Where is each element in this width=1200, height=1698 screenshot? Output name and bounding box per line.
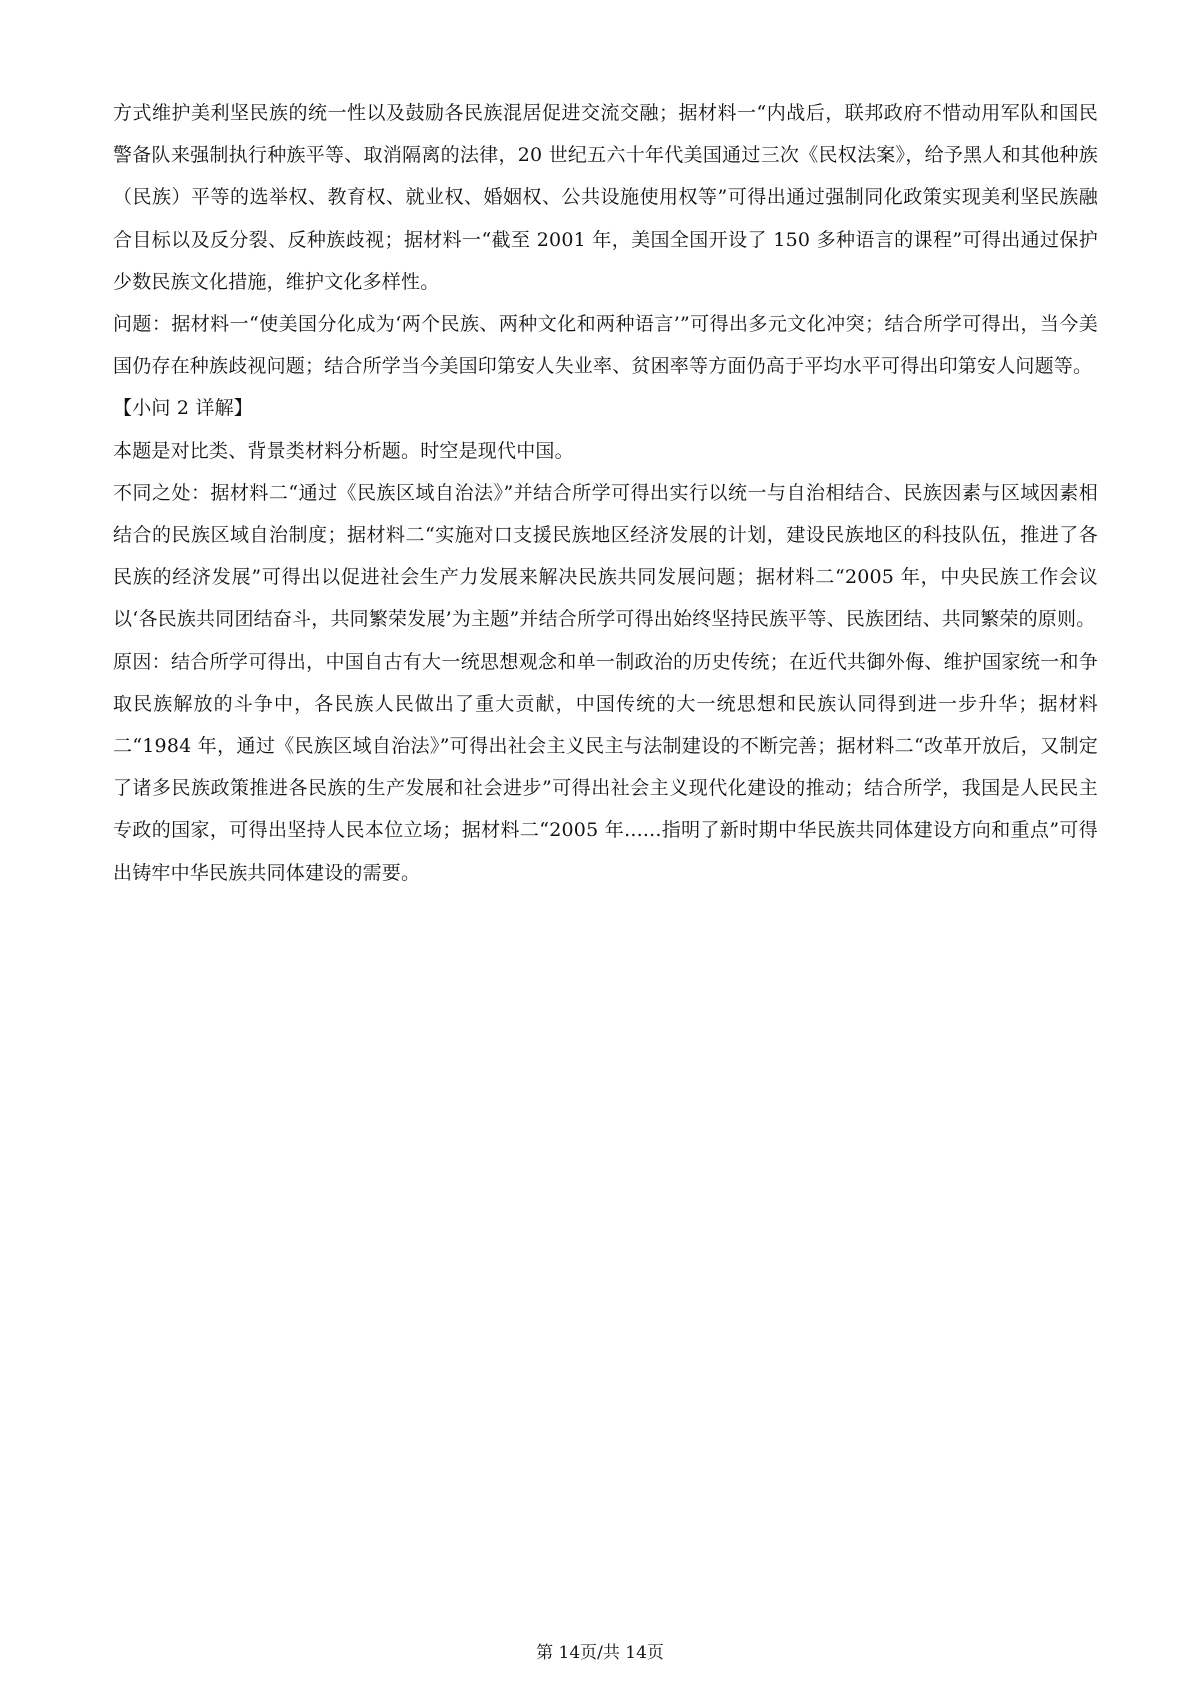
section-heading-q2: 【小问 2 详解】 bbox=[113, 397, 253, 420]
paragraph-differences: 不同之处：据材料二“通过《民族区域自治法》”并结合所学可得出实行以统一与自治相结合、民族因素与区域因素相结合的民族区域自治制度；据材料二“实施对口支援民族地区经济发展的计划，建设民族地区的科技队伍，推进了各民族的经济发展”可得出以促进社会生产力发展来解决民族共同发展问题；据材料二“2005 年，中央民族工作会议以‘各民族共同团结奋斗，共同繁荣发展’为主题”并结合所学可得出始终坚持民族平等、民族团结、共同繁荣的原则。 bbox=[113, 481, 1098, 631]
paragraph-reasons: 原因：结合所学可得出，中国自古有大一统思想观念和单一制政治的历史传统；在近代共御外侮、维护国家统一和争取民族解放的斗争中，各民族人民做出了重大贡献，中国传统的大一统思想和民族认同得到进一步升华；据材料二“1984 年，通过《民族区域自治法》”可得出社会主义民主与法制建设的不断完善；据材料二“改革开放后，又制定了诸多民族政策推进各民族的生产发展和社会进步”可得出社会主义现代化建设的推动；结合所学，我国是人民民主专政的国家，可得出坚持人民本位立场；据材料二“2005 年......指明了新时期中华民族共同体建设方向和重点”可得出铸牢中华民族共同体建设的需要。 bbox=[113, 650, 1098, 884]
document-body bbox=[113, 92, 1098, 894]
paragraph-intro: 本题是对比类、背景类材料分析题。时空是现代中国。 bbox=[113, 439, 574, 462]
paragraph-measures: 方式维护美利坚民族的统一性以及鼓励各民族混居促进交流交融；据材料一“内战后，联邦政府不惜动用军队和国民警备队来强制执行种族平等、取消隔离的法律，20 世纪五六十年代美国通过三次《民权法案》，给予黑人和其他种族（民族）平等的选举权、教育权、就业权、婚姻权、公共设施使用权等”可得出通过强制同化政策实现美利坚民族融合目标以及反分裂、反种族歧视；据材料一“截至 2001 年，美国全国开设了 150 多种语言的课程”可得出通过保护少数民族文化措施，维护文化多样性。 bbox=[113, 102, 1098, 293]
paragraph-problems: 问题：据材料一“使美国分化成为‘两个民族、两种文化和两种语言’”可得出多元文化冲突；结合所学可得出，当今美国仍存在种族歧视问题；结合所学当今美国印第安人失业率、贫困率等方面仍高于平均水平可得出印第安人问题等。 bbox=[113, 313, 1098, 378]
page-number-footer: 第 14页/共 14页 bbox=[536, 1643, 664, 1663]
